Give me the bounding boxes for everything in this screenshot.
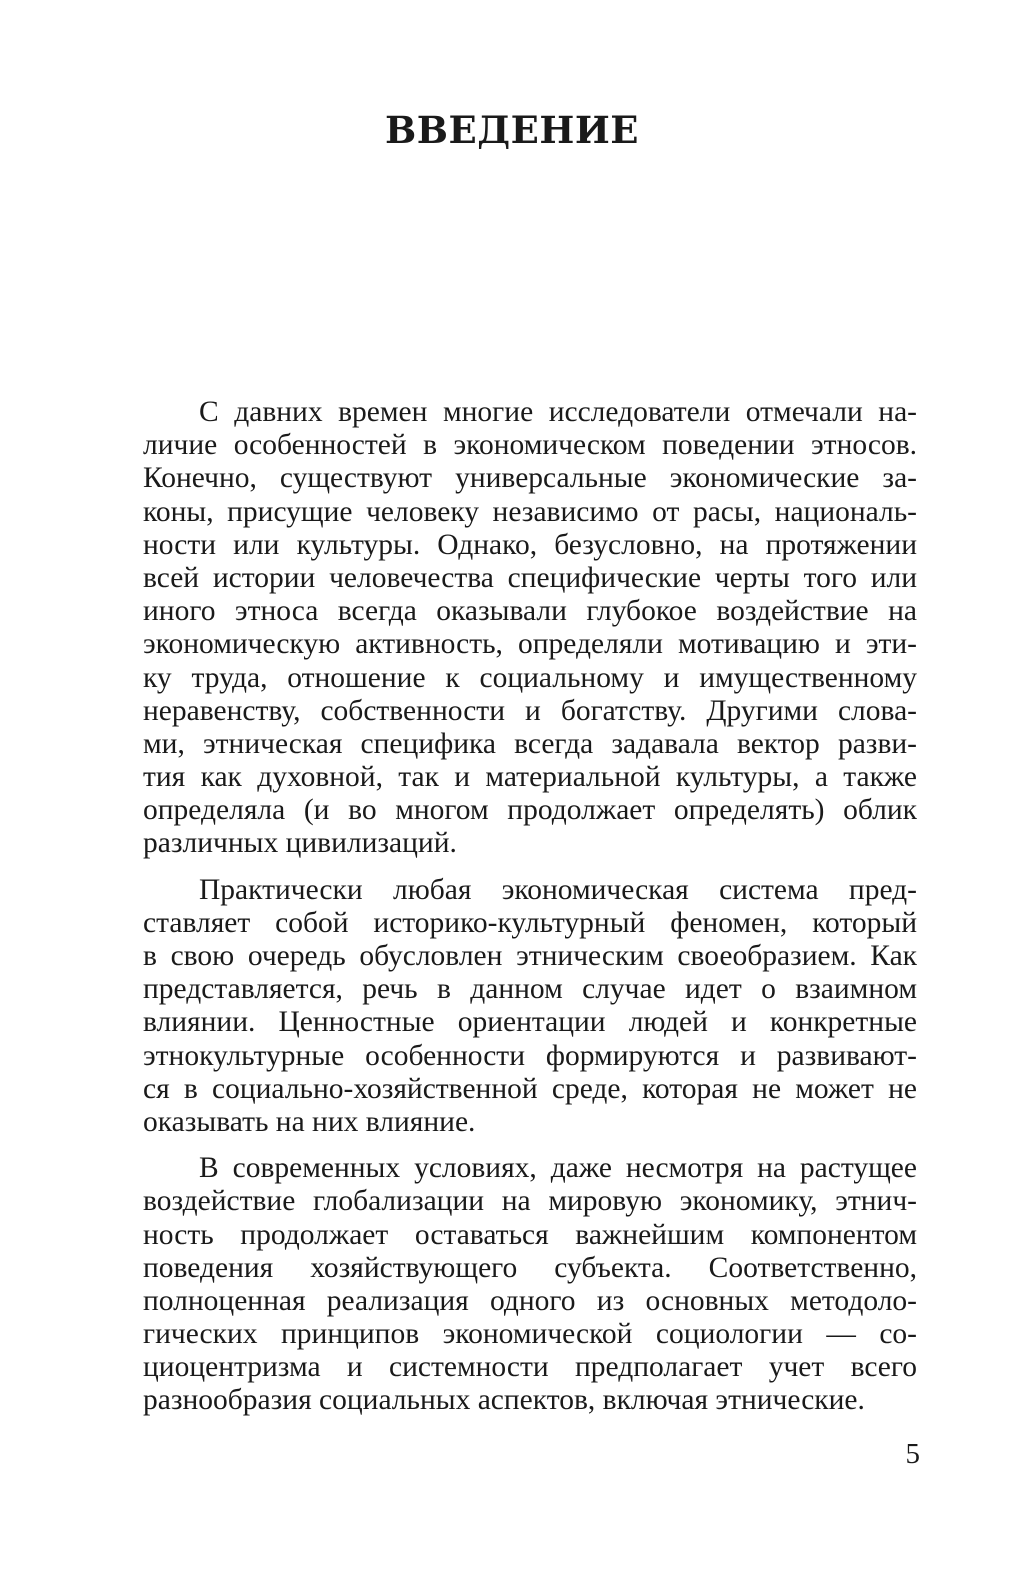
text-line: коны, присущие человеку независимо от расы, националь- <box>143 495 917 528</box>
text-line: ся в социально-хозяйственной среде, которая не может не <box>143 1072 917 1105</box>
paragraph-1 <box>143 396 917 861</box>
text-line: поведения хозяйствующего субъекта. Соответственно, <box>143 1251 917 1284</box>
text-line: определяла (и во многом продолжает определять) облик <box>143 794 917 827</box>
text-line: Практически любая экономическая система пред- <box>199 873 917 906</box>
text-line: личие особенностей в экономическом поведении этносов. <box>143 429 917 462</box>
text-line: влиянии. Ценностные ориентации людей и конкретные <box>143 1006 917 1039</box>
text-line: экономическую активность, определяли мотивацию и эти- <box>143 628 917 661</box>
text-line: гических принципов экономической социологии — со- <box>143 1318 917 1351</box>
text-line: этнокультурные особенности формируются и развивают- <box>143 1039 917 1072</box>
text-line: иного этноса всегда оказывали глубокое воздействие на <box>143 595 917 628</box>
body-text <box>143 396 917 1431</box>
chapter-title: ВВЕДЕНИЕ <box>385 108 639 152</box>
text-line: различных цивилизаций. <box>143 827 457 860</box>
text-line: ставляет собой историко-культурный феномен, который <box>143 906 917 939</box>
text-line: ми, этническая специфика всегда задавала вектор разви- <box>143 727 917 760</box>
text-line: С давних времен многие исследователи отмечали на- <box>199 396 917 428</box>
text-line: ности или культуры. Однако, безусловно, на протяжении <box>143 528 917 561</box>
text-line: Конечно, существуют универсальные экономические за- <box>143 462 917 495</box>
text-line: разнообразия социальных аспектов, включая этнические. <box>143 1384 865 1417</box>
paragraph-3 <box>143 1152 917 1418</box>
page-number: 5 <box>905 1438 920 1470</box>
text-line: ность продолжает оставаться важнейшим компонентом <box>143 1218 917 1251</box>
text-line: ку труда, отношение к социальному и имущественному <box>143 661 917 694</box>
text-line: воздействие глобализации на мировую экономику, этнич- <box>143 1185 917 1218</box>
text-line: оказывать на них влияние. <box>143 1105 476 1138</box>
text-line: В современных условиях, даже несмотря на растущее <box>199 1152 917 1185</box>
text-line: представляется, речь в данном случае идет о взаимном <box>143 973 917 1006</box>
text-line: всей истории человечества специфические черты того или <box>143 561 917 594</box>
text-line: тия как духовной, так и материальной культуры, а также <box>143 761 917 794</box>
paragraph-2 <box>143 874 917 1140</box>
text-line: полноценная реализация одного из основных методоло- <box>143 1284 917 1317</box>
text-line: циоцентризма и системности предполагает учет всего <box>143 1351 917 1384</box>
text-line: в свою очередь обусловлен этническим своеобразием. Как <box>143 940 917 972</box>
text-line: неравенству, собственности и богатству. Другими слова- <box>143 694 917 727</box>
